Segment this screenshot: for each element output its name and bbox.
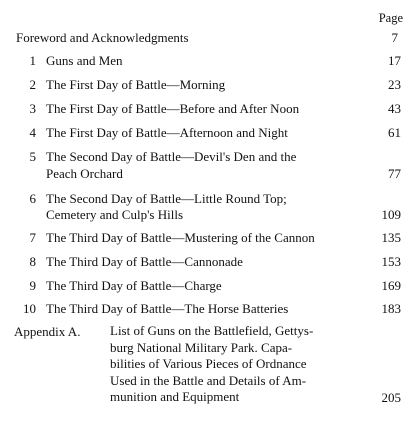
chapter-title: The Third Day of Battle—The Horse Batteries bbox=[46, 301, 289, 316]
appendix-line: List of Guns on the Battlefield, Gettys- bbox=[110, 323, 314, 338]
chapter-page: 17 bbox=[388, 53, 401, 68]
chapter-number: 7 bbox=[29, 230, 36, 245]
chapter-number: 2 bbox=[29, 77, 36, 92]
chapter-title: The Third Day of Battle—Charge bbox=[46, 278, 222, 293]
chapter-page: 23 bbox=[388, 77, 401, 92]
chapter-title-line-1: The Second Day of Battle—Little Round Top; bbox=[46, 191, 287, 206]
chapter-page: 183 bbox=[381, 301, 401, 316]
chapter-number: 1 bbox=[29, 53, 36, 68]
chapter-number: 6 bbox=[29, 191, 36, 206]
chapter-number: 10 bbox=[23, 301, 36, 316]
chapter-title: Guns and Men bbox=[46, 53, 123, 68]
chapter-title: The First Day of Battle—Before and After Noon bbox=[46, 101, 300, 116]
chapter-title: The First Day of Battle—Afternoon and Night bbox=[46, 125, 288, 140]
chapter-number: 4 bbox=[29, 125, 36, 140]
chapter-number: 5 bbox=[29, 149, 36, 164]
chapter-title: The Third Day of Battle—Mustering of the Cannon bbox=[46, 230, 315, 245]
chapter-number: 8 bbox=[29, 254, 36, 269]
chapter-title: The Third Day of Battle—Cannonade bbox=[46, 254, 243, 269]
chapter-number: 9 bbox=[29, 278, 36, 293]
appendix-label: Appendix A. bbox=[14, 324, 81, 339]
chapter-page: 43 bbox=[388, 101, 401, 116]
foreword-entry bbox=[16, 30, 398, 46]
chapter-title: The First Day of Battle—Morning bbox=[46, 77, 226, 92]
chapter-title-line-2: Cemetery and Culp's Hills bbox=[46, 207, 184, 222]
appendix-line: burg National Military Park. Capa- bbox=[110, 339, 293, 355]
chapter-title-line-1: The Second Day of Battle—Devil's Den and the bbox=[46, 149, 297, 164]
chapter-page: 77 bbox=[388, 166, 401, 181]
chapter-page: 135 bbox=[381, 230, 401, 245]
page-column-header: Page bbox=[378, 11, 403, 25]
chapter-page: 61 bbox=[388, 125, 401, 140]
appendix-line: Used in the Battle and Details of Am- bbox=[110, 372, 307, 388]
chapter-title-line-2: Peach Orchard bbox=[46, 166, 123, 181]
chapter-page: 153 bbox=[381, 254, 401, 269]
appendix-line: munition and Equipment bbox=[110, 389, 240, 404]
chapter-page: 169 bbox=[381, 278, 401, 293]
chapter-number: 3 bbox=[29, 101, 36, 116]
appendix-line: bilities of Various Pieces of Ordnance bbox=[110, 356, 307, 371]
chapter-page: 109 bbox=[381, 207, 401, 222]
foreword-page: 7 bbox=[391, 30, 398, 45]
appendix-description bbox=[110, 323, 358, 406]
foreword-title: Foreword and Acknowledgments bbox=[16, 30, 189, 45]
appendix-page: 205 bbox=[381, 390, 401, 405]
